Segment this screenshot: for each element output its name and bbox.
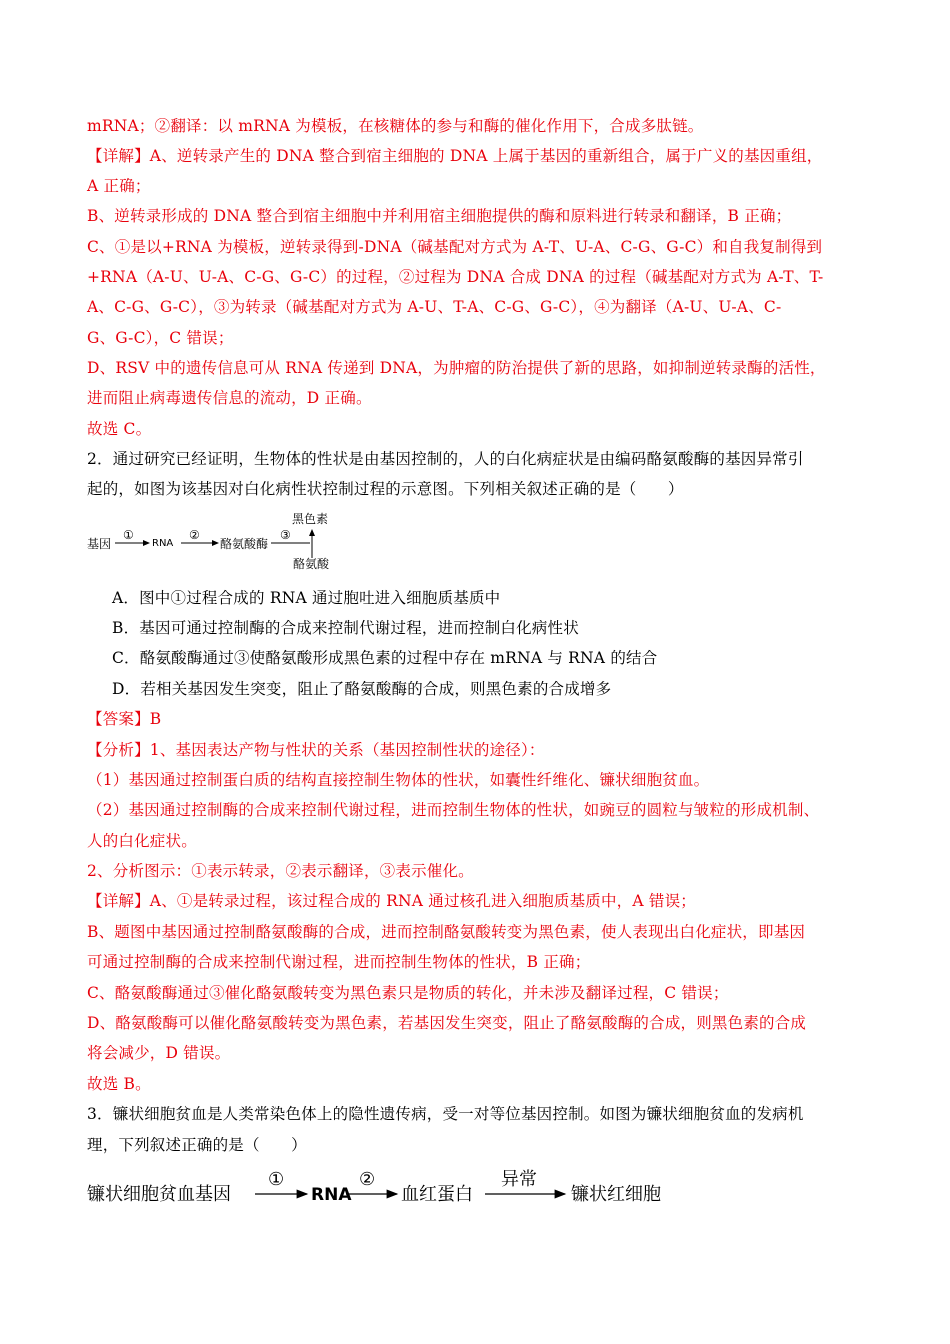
option-a: A．图中①过程合成的 RNA 通过胞吐进入细胞质基质中 [112, 589, 501, 607]
tyrosine-label: 酪氨酸 [293, 557, 330, 571]
text-line: D、酪氨酸酶可以催化酪氨酸转变为黑色素，若基因发生突变，阻止了酪氨酸酶的合成，则黑色素的合成 [87, 1014, 807, 1032]
question-3-stem: 3．镰状细胞贫血是人类常染色体上的隐性遗传病，受一对等位基因控制。如图为镰状细胞贫血的发病机 [87, 1105, 804, 1123]
text-line: 进而阻止病毒遗传信息的流动，D 正确。 [87, 389, 372, 407]
text-line: D、RSV 中的遗传信息可从 RNA 传递到 DNA，为肿瘤的防治提供了新的思路，如抑制逆转录酶的活性， [87, 359, 826, 377]
step-1-label: ① [123, 528, 134, 542]
melanin-label: 黑色素 [292, 512, 329, 526]
protein-label: 血红蛋白 [401, 1184, 473, 1205]
text-line: mRNA；②翻译：以 mRNA 为模板，在核糖体的参与和酶的催化作用下，合成多肽链。 [87, 117, 704, 135]
answer: 【答案】B [87, 710, 162, 728]
option-b: B．基因可通过控制酶的合成来控制代谢过程，进而控制白化病性状 [112, 619, 579, 637]
sickle-cell-mechanism-diagram [85, 1160, 685, 1212]
text-line: 【详解】A、①是转录过程，该过程合成的 RNA 通过核孔进入细胞质基质中，A 错误； [87, 892, 696, 910]
text-line: 故选 C。 [87, 420, 152, 438]
text-line: A 正确； [87, 177, 151, 195]
text-line: 【详解】A、逆转录产生的 DNA 整合到宿主细胞的 DNA 上属于基因的重新组合，属于广义的基因重组， [87, 147, 823, 165]
text-line: B、题图中基因通过控制酪氨酸酶的合成，进而控制酪氨酸转变为黑色素，使人表现出白化症状，即基因 [87, 923, 806, 941]
step-3-label: ③ [280, 528, 291, 542]
text-line: B、逆转录形成的 DNA 整合到宿主细胞中并利用宿主细胞提供的酶和原料进行转录和翻译，B 正确； [87, 207, 792, 225]
text-line: （1）基因通过控制蛋白质的结构直接控制生物体的性状，如囊性纤维化、镰状细胞贫血。 [87, 771, 710, 789]
text-line: C、酪氨酸酶通过③催化酪氨酸转变为黑色素只是物质的转化，并未涉及翻译过程，C 错误； [87, 984, 729, 1002]
option-c: C．酪氨酸酶通过③使酪氨酸形成黑色素的过程中存在 mRNA 与 RNA 的结合 [112, 649, 658, 667]
cell-label: 镰状红细胞 [571, 1184, 661, 1205]
rna-label: RNA [152, 538, 174, 549]
text-line: 将会减少，D 错误。 [87, 1044, 231, 1062]
option-d: D．若相关基因发生突变，阻止了酪氨酸酶的合成，则黑色素的合成增多 [112, 680, 612, 698]
text-line: A、C-G、G-C），③为转录（碱基配对方式为 A-U、T-A、C-G、G-C），④为翻译（A-U、U-A、C- [87, 298, 782, 316]
abnormal-label: 异常 [501, 1169, 537, 1190]
gene-expression-diagram [85, 510, 355, 572]
question-3-stem: 理，下列叙述正确的是（ ） [87, 1136, 307, 1154]
text-line: G、G-C），C 错误； [87, 329, 234, 347]
text-line: （2）基因通过控制酶的合成来控制代谢过程，进而控制生物体的性状，如豌豆的圆粒与皱粒的形成机制、 [87, 801, 820, 819]
step-1-label: ① [268, 1169, 285, 1190]
question-2-stem: 2．通过研究已经证明，生物体的性状是由基因控制的，人的白化病症状是由编码酪氨酸酶的基因异常引 [87, 450, 804, 468]
gene-label: 基因 [87, 537, 112, 551]
enzyme-label: 酪氨酸酶 [220, 537, 269, 551]
step-2-label: ② [189, 528, 200, 542]
text-line: 可通过控制酶的合成来控制代谢过程，进而控制生物体的性状，B 正确； [87, 953, 591, 971]
rna-label: RNA [311, 1185, 352, 1205]
text-line: 2、分析图示：①表示转录，②表示翻译，③表示催化。 [87, 862, 474, 880]
text-line: 【分析】1、基因表达产物与性状的关系（基因控制性状的途径）： [87, 741, 545, 759]
step-2-label: ② [359, 1169, 376, 1190]
text-line: +RNA（A-U、U-A、C-G、G-C）的过程，②过程为 DNA 合成 DNA 的过程（碱基配对方式为 A-T、T- [87, 268, 824, 286]
text-line: 人的白化症状。 [87, 832, 197, 850]
text-line: C、①是以+RNA 为模板，逆转录得到-DNA（碱基配对方式为 A-T、U-A、C-G、G-C）和自我复制得到 [87, 238, 823, 256]
text-line: 故选 B。 [87, 1075, 151, 1093]
gene-label: 镰状细胞贫血基因 [87, 1184, 231, 1205]
question-2-stem: 起的，如图为该基因对白化病性状控制过程的示意图。下列相关叙述正确的是（ ） [87, 480, 684, 498]
